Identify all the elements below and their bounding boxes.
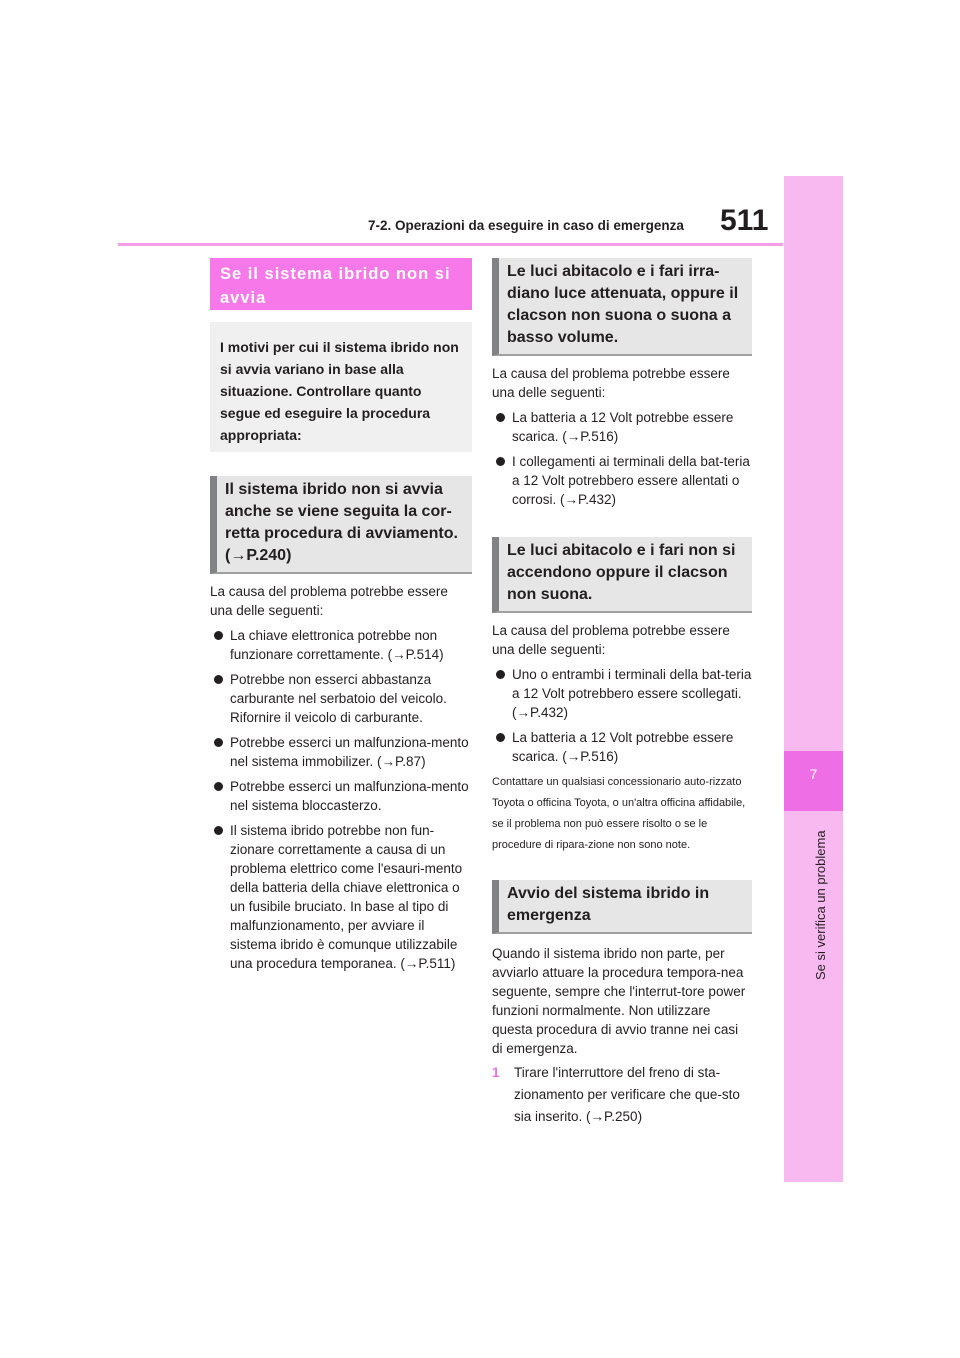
list-item: Potrebbe esserci un malfunziona-mento nel sistema bloccasterzo. — [210, 777, 472, 815]
contact-note: Contattare un qualsiasi concessionario auto-rizzato Toyota o officina Toyota, o un'altra officina affidabile, se il problema non può essere risolto o se le procedure di ripara-zione non sono note. — [492, 776, 746, 851]
chapter-number-tab: 7 — [784, 751, 843, 811]
subsection-heading-dim-lights: Le luci abitacolo e i fari irra-diano luce attenuata, oppure il clacson non suona o suona a basso volume. — [492, 258, 752, 356]
subsection-heading-emergency-start: Avvio del sistema ibrido in emergenza — [492, 880, 752, 934]
section-heading: Se il sistema ibrido non si avvia — [210, 258, 472, 310]
chapter-section-title: 7-2. Operazioni da eseguire in caso di emergenza — [368, 218, 684, 233]
cause-lead-text: La causa del problema potrebbe essere una delle seguenti: — [210, 584, 448, 618]
list-item: Potrebbe non esserci abbastanza carburante nel serbatoio del veicolo. Rifornire il veicolo di carburante. — [210, 670, 472, 727]
cause-lead-text: La causa del problema potrebbe essere una delle seguenti: — [492, 623, 730, 657]
page-number: 511 — [720, 204, 769, 237]
list-item: La chiave elettronica potrebbe non funzionare correttamente. (→P.514) — [210, 626, 472, 664]
chapter-side-label: Se si verifica un problema — [813, 830, 828, 980]
procedure-step — [492, 1062, 752, 1128]
list-item: La batteria a 12 Volt potrebbe essere scarica. (→P.516) — [492, 408, 752, 446]
cause-lead-text: La causa del problema potrebbe essere una delle seguenti: — [492, 366, 730, 400]
subsection-heading: Il sistema ibrido non si avvia anche se viene seguita la cor-retta procedura di avviamento. (→P.240) — [210, 476, 472, 574]
emergency-paragraph: Quando il sistema ibrido non parte, per avviarlo attuare la procedura tempora-nea seguente, sempre che l'interrut-tore power funzioni normalmente. Non utilizzare questa procedura di avvio tranne nei casi di emergenza. — [492, 946, 746, 1056]
cause-list — [492, 408, 752, 509]
left-column — [210, 258, 472, 973]
cause-list — [210, 626, 472, 973]
list-item: La batteria a 12 Volt potrebbe essere scarica. (→P.516) — [492, 728, 752, 766]
step-number: 1 — [492, 1065, 500, 1080]
header-divider — [118, 243, 783, 246]
list-item: I collegamenti ai terminali della bat-teria a 12 Volt potrebbero essere allentati o corrosi. (→P.432) — [492, 452, 752, 509]
intro-box: I motivi per cui il sistema ibrido non si avvia variano in base alla situazione. Controllare quanto segue ed eseguire la procedura appropriata: — [210, 322, 472, 452]
chapter-side-tab — [784, 176, 843, 1182]
step-text: Tirare l'interruttore del freno di sta-zionamento per verificare che que-sto sia inserito. (→P.250) — [514, 1065, 740, 1124]
right-column — [492, 258, 752, 1128]
list-item: Uno o entrambi i terminali della bat-teria a 12 Volt potrebbero essere scollegati. (→P.432) — [492, 665, 752, 722]
list-item: Il sistema ibrido potrebbe non fun-zionare correttamente a causa di un problema elettrico come l'esauri-mento della batteria della chiave elettronica o un fusibile bruciato. In base al tipo di malfunzionamento, per avviare il sistema ibrido è comunque utilizzabile una procedura temporanea. (→P.511) — [210, 821, 472, 973]
cause-list — [492, 665, 752, 766]
subsection-heading-no-lights: Le luci abitacolo e i fari non si accendono oppure il clacson non suona. — [492, 537, 752, 613]
list-item: Potrebbe esserci un malfunziona-mento nel sistema immobilizer. (→P.87) — [210, 733, 472, 771]
